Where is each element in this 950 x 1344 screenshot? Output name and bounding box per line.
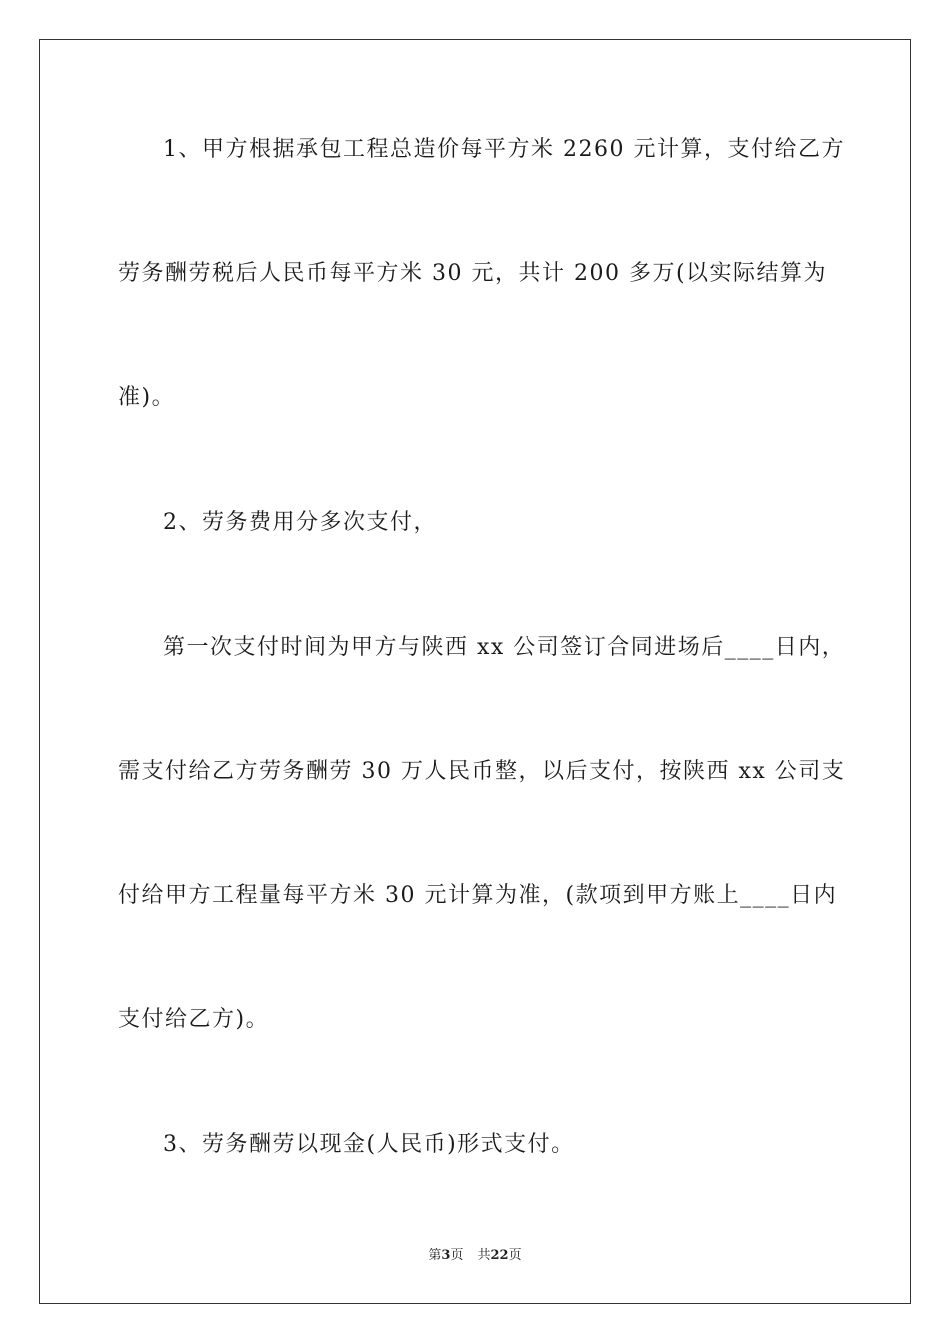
paragraph-line-2: 劳务酬劳税后人民币每平方米 30 元，共计 200 多万(以实际结算为	[118, 261, 828, 286]
paragraph-line-6: 需支付给乙方劳务酬劳 30 万人民币整，以后支付，按陕西 xx 公司支	[118, 759, 846, 784]
page-prefix: 第	[428, 1248, 442, 1263]
total-page-count: 22	[490, 1248, 509, 1263]
paragraph-line-4: 2、劳务费用分多次支付，	[163, 510, 437, 535]
total-prefix: 共	[477, 1248, 491, 1263]
paragraph-line-8: 支付给乙方)。	[118, 1007, 270, 1032]
paragraph-line-9: 3、劳务酬劳以现金(人民币)形式支付。	[163, 1132, 575, 1157]
paragraph-line-5: 第一次支付时间为甲方与陕西 xx 公司签订合同进场后____日内，	[163, 635, 846, 660]
total-suffix: 页	[508, 1248, 522, 1263]
paragraph-line-7: 付给甲方工程量每平方米 30 元计算为准，(款项到甲方账上____日内	[118, 883, 838, 908]
current-page-number: 3	[441, 1248, 451, 1263]
paragraph-line-1: 1、甲方根据承包工程总造价每平方米 2260 元计算，支付给乙方	[163, 137, 845, 162]
page-footer	[0, 1247, 950, 1265]
page-suffix: 页	[450, 1248, 464, 1263]
page-border	[39, 39, 911, 1304]
paragraph-line-3: 准)。	[118, 385, 176, 410]
